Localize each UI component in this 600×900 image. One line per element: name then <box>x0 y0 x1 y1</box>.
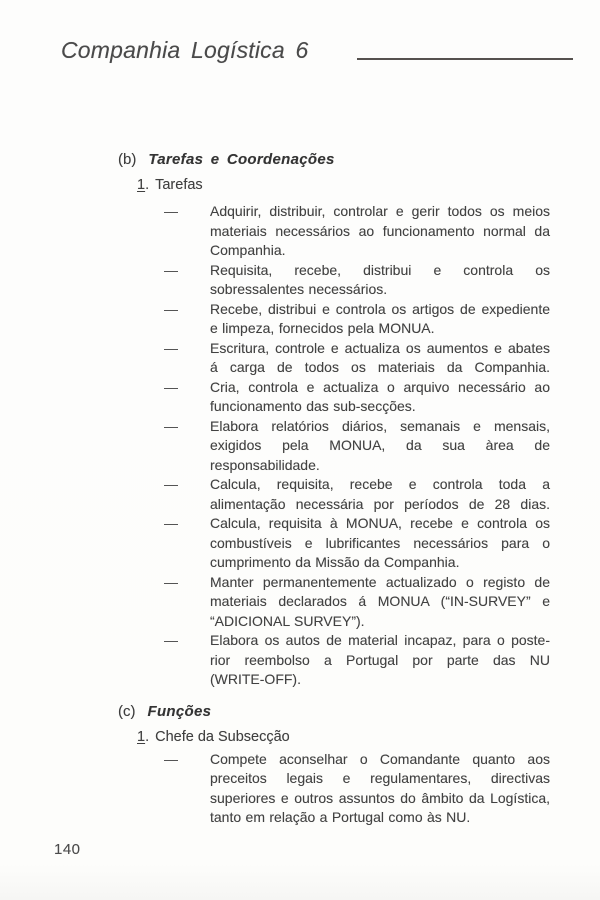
text-line: Adquirir, distribuir, controlar e gerir todos os meios <box>210 203 550 219</box>
list-item <box>164 417 550 476</box>
subsection-number: 1 <box>137 728 146 745</box>
subsection-title: Tarefas <box>155 177 203 193</box>
text-line: funcionamento das sub-secções. <box>210 398 416 414</box>
text-line: sobressalentes necessários. <box>210 281 388 297</box>
dash-marker: — <box>164 573 178 590</box>
text-line: preceitos legais e regulamentares, directivas <box>210 770 550 786</box>
list-item <box>164 300 550 339</box>
list-item <box>164 514 550 573</box>
text-line: “ADICIONAL SURVEY”). <box>210 612 365 629</box>
text-line: cumprimento da Missão da Companhia. <box>210 554 460 570</box>
subsection-number-dot: . <box>145 728 150 745</box>
text-line: superiores e outros assuntos do âmbito da Logística, <box>210 789 550 806</box>
text-line: rior reembolso a Portugal por parte das NU <box>210 651 550 668</box>
section-b <box>118 150 554 690</box>
text-line: (WRITE-OFF). <box>210 671 301 687</box>
subsection-heading <box>137 175 554 195</box>
text-line: Elabora os autos de material incapaz, para o poste- <box>210 632 550 648</box>
dash-marker: — <box>164 339 178 356</box>
list-item <box>164 378 550 417</box>
subsection-heading <box>137 727 554 747</box>
list-item <box>164 339 550 378</box>
text-line: Escritura, controle e actualiza os aumentos e abates <box>210 339 550 356</box>
text-line: Calcula, requisita à MONUA, recebe e controla os <box>210 515 550 531</box>
text-line: materiais necessários ao funcionamento normal da <box>210 222 550 239</box>
text-line: materiais declarados á MONUA (“IN-SURVEY” e <box>210 593 550 609</box>
dash-marker: — <box>164 750 178 767</box>
list-item <box>164 475 550 514</box>
text-line: Requisita, recebe, distribui e controla os <box>210 261 550 278</box>
text-line: exigidos pela MONUA, da sua àrea de <box>210 437 550 453</box>
page-number: 140 <box>54 841 81 858</box>
dash-marker: — <box>164 300 178 317</box>
text-line: Companhia. <box>210 242 286 258</box>
dash-marker: — <box>164 476 178 492</box>
dash-marker: — <box>164 378 178 395</box>
text-line: á carga de todos os materiais da Companhia. <box>210 359 550 375</box>
function-list <box>164 750 550 828</box>
text-line: tanto em relação a Portugal como às NU. <box>210 809 471 825</box>
text-line: Recebe, distribui e controla os artigos de expediente <box>210 300 550 317</box>
list-item <box>164 261 550 300</box>
text-line: alimentação necessária por períodos de 28 dias. <box>210 495 550 512</box>
list-item <box>164 202 550 261</box>
text-line: Cria, controla e actualiza o arquivo necessário ao <box>210 378 550 395</box>
page-content <box>118 150 554 828</box>
task-list <box>164 202 550 690</box>
text-line: Compete aconselhar o Comandante quanto aos <box>210 750 550 767</box>
list-item <box>164 750 550 828</box>
text-line: Elabora relatórios diários, semanais e mensais, <box>210 417 550 434</box>
subsection-number-dot: . <box>145 177 150 193</box>
text-line: Calcula, requisita, recebe e controla toda a <box>210 476 550 492</box>
subsection-title: Chefe da Subsecção <box>155 728 290 745</box>
text-line: e limpeza, fornecidos pela MONUA. <box>210 320 435 336</box>
list-item <box>164 631 550 690</box>
subsection-number: 1 <box>137 177 146 193</box>
dash-marker: — <box>164 261 178 278</box>
text-line: Manter permanentemente actualizado o registo de <box>210 573 550 590</box>
section-label: (c) <box>118 702 136 720</box>
section-heading <box>118 150 554 170</box>
dash-marker: — <box>164 203 178 219</box>
section-heading <box>118 702 554 722</box>
text-line: combustíveis e lubrificantes necessários para o <box>210 534 550 551</box>
section-title: Funções <box>147 702 212 720</box>
section-title: Tarefas e Coordenações <box>148 151 335 168</box>
text-line: responsabilidade. <box>210 456 320 473</box>
dash-marker: — <box>164 417 178 434</box>
page-title: Companhia Logística 6 <box>61 37 309 63</box>
section-c <box>118 702 554 828</box>
section-label: (b) <box>118 151 137 168</box>
list-item <box>164 573 550 632</box>
dash-marker: — <box>164 632 178 648</box>
header-rule <box>357 58 573 60</box>
dash-marker: — <box>164 515 178 531</box>
